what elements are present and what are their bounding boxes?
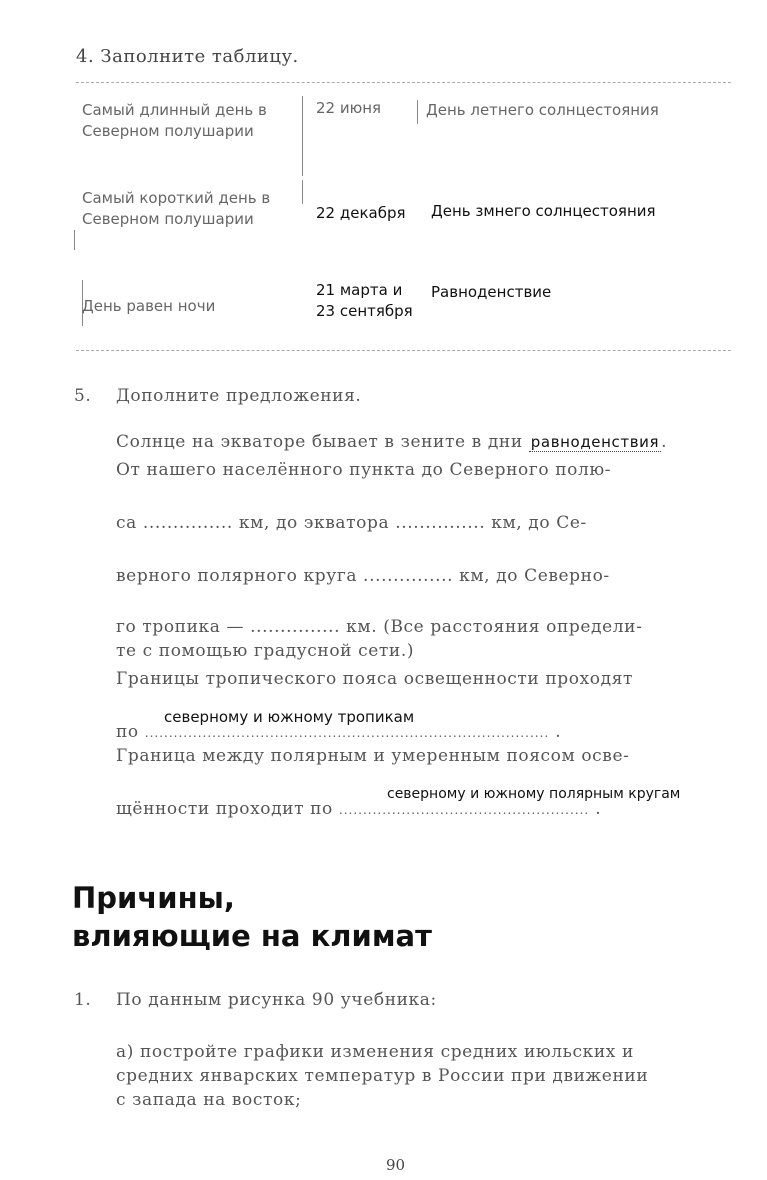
- table-row-1-date: 22 июня: [316, 99, 382, 117]
- sentence-4-prefix: щённости проходит по: [116, 799, 333, 819]
- task5-sentence-3-line-2: [116, 720, 561, 745]
- sentence-3-prefix: по: [116, 722, 139, 742]
- table-column-divider: [417, 100, 418, 124]
- table-row-1-event: Самый длинный день в Северном полушарии: [82, 101, 267, 140]
- sentence-4-answer[interactable]: северному и южному полярным кругам: [387, 786, 681, 802]
- table-row-2-event: Самый короткий день в Северном полушарии: [82, 189, 271, 228]
- task1-a-line-2: средних январских температур в России при движении: [116, 1066, 649, 1086]
- task5-heading: Дополните предложения.: [116, 386, 362, 406]
- task1-a-line-3: с запада на восток;: [116, 1090, 302, 1110]
- task5-sentence-2-line-5: те с помощью градусной сети.): [116, 641, 415, 661]
- sentence-3-end: .: [555, 722, 562, 742]
- table-column-divider: [302, 180, 303, 204]
- table-bottom-border: [76, 350, 731, 351]
- table-row-3-date-line1: 21 марта и: [316, 281, 403, 299]
- table-left-border: [74, 230, 75, 250]
- task1-number: 1.: [74, 990, 92, 1010]
- table-column-divider: [302, 96, 303, 176]
- table-row-1-name: День летнего солнцестояния: [426, 101, 659, 119]
- table-row-2-name: День змнего солнцестояния: [431, 202, 656, 220]
- task1-text: По данным рисунка 90 учебника:: [116, 990, 437, 1010]
- sentence-1-end: .: [661, 432, 668, 452]
- sentence-3-answer[interactable]: северному и южному тропикам: [164, 708, 415, 726]
- table-row-3-date-line2: 23 сентября: [316, 302, 413, 320]
- task5-sentence-2-line-4: го тропика — ............... км. (Все расстояния определи-: [116, 617, 643, 637]
- task5-sentence-2-line-3: верного полярного круга ............... км, до Северно-: [116, 566, 610, 586]
- task4-heading: 4. Заполните таблицу.: [76, 46, 299, 67]
- task5-sentence-2-line-1: От нашего населённого пункта до Северного полю-: [116, 460, 612, 480]
- page-number: 90: [386, 1156, 406, 1174]
- table-row-2-date: 22 декабря: [316, 204, 406, 222]
- task5-sentence-4-line-2: [116, 797, 601, 822]
- task5-number: 5.: [74, 386, 92, 406]
- task5-sentence-2-line-2: са ............... км, до экватора ............... км, до Се-: [116, 513, 587, 533]
- task5-sentence-1: [116, 430, 728, 454]
- sentence-1-answer[interactable]: равноденствия: [530, 433, 660, 451]
- table-row-3-event: День равен ночи: [82, 297, 216, 315]
- task1-a-line-1: а) постройте графики изменения средних июльских и: [116, 1042, 634, 1062]
- section-title-line-1: Причины,: [72, 881, 235, 915]
- section-title-line-2: влияющие на климат: [72, 919, 432, 953]
- task5-sentence-3-line-1: Границы тропического пояса освещенности проходят: [116, 669, 634, 689]
- task5-sentence-4-line-1: Граница между полярным и умеренным поясом осве-: [116, 746, 630, 766]
- table-top-border: [76, 82, 731, 83]
- sentence-1-text: Солнце на экваторе бывает в зените в дни: [116, 432, 523, 452]
- sentence-4-end: .: [595, 799, 602, 819]
- table-row-3-name: Равноденствие: [431, 283, 552, 301]
- sentence-4-dots: ....................................................: [338, 803, 590, 817]
- task4-table: [70, 80, 738, 356]
- sentence-3-dots: ....................................................................................: [144, 726, 550, 740]
